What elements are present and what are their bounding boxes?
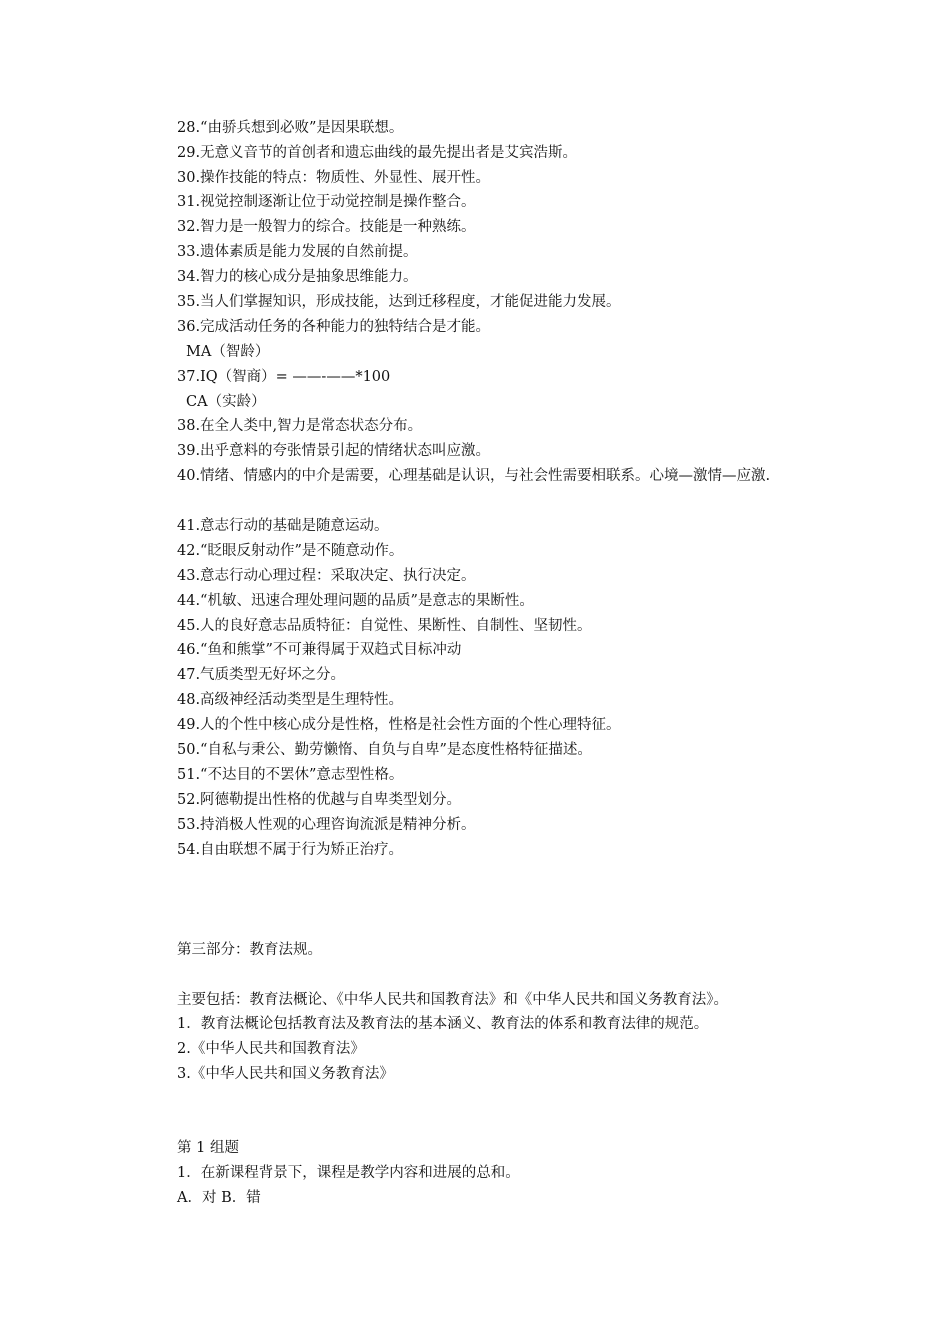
- item-31: 31.视觉控制逐渐让位于动觉控制是操作整合。: [177, 194, 476, 210]
- item-30: 30.操作技能的特点：物质性、外显性、展开性。: [177, 170, 491, 186]
- item-43: 43.意志行动心理过程：采取决定、执行决定。: [177, 568, 476, 584]
- item-54: 54.自由联想不属于行为矫正治疗。: [177, 842, 404, 858]
- item-34: 34.智力的核心成分是抽象思维能力。: [177, 269, 418, 285]
- formula-denominator: CA（实龄）: [186, 394, 266, 410]
- item-51: 51.“不达目的不罢休”意志型性格。: [177, 767, 404, 783]
- item-49: 49.人的个性中核心成分是性格，性格是社会性方面的个性心理特征。: [177, 717, 621, 733]
- group1-title: 第 1 组题: [177, 1140, 239, 1156]
- item-44: 44.“机敏、迅速合理处理问题的品质”是意志的果断性。: [177, 593, 534, 609]
- group1-question-1: 1．在新课程背景下，课程是教学内容和进展的总和。: [177, 1165, 520, 1181]
- item-28: 28.“由骄兵想到必败”是因果联想。: [177, 120, 404, 136]
- item-39: 39.出乎意料的夸张情景引起的情绪状态叫应激。: [177, 443, 491, 459]
- item-33: 33.遗体素质是能力发展的自然前提。: [177, 244, 418, 260]
- item-47: 47.气质类型无好坏之分。: [177, 667, 346, 683]
- item-41: 41.意志行动的基础是随意运动。: [177, 518, 389, 534]
- group1-options: A．对 B．错: [177, 1190, 261, 1206]
- part3-point-3: 3.《中华人民共和国义务教育法》: [177, 1066, 394, 1082]
- item-48: 48.高级神经活动类型是生理特性。: [177, 692, 404, 708]
- item-35: 35.当人们掌握知识，形成技能，达到迁移程度，才能促进能力发展。: [177, 294, 621, 310]
- part3-summary: 主要包括：教育法概论、《中华人民共和国教育法》和《中华人民共和国义务教育法》。: [177, 992, 728, 1008]
- item-32: 32.智力是一般智力的综合。技能是一种熟练。: [177, 219, 476, 235]
- item-42: 42.“眨眼反射动作”是不随意动作。: [177, 543, 404, 559]
- item-37-formula: 37.IQ（智商）= ——-——*100: [177, 369, 391, 385]
- part3-point-2: 2.《中华人民共和国教育法》: [177, 1041, 365, 1057]
- part3-point-1: 1．教育法概论包括教育法及教育法的基本涵义、教育法的体系和教育法律的规范。: [177, 1016, 709, 1032]
- item-46: 46.“鱼和熊掌”不可兼得属于双趋式目标冲动: [177, 642, 462, 658]
- item-36: 36.完成活动任务的各种能力的独特结合是才能。: [177, 319, 491, 335]
- formula-numerator: MA（智龄）: [186, 344, 270, 360]
- item-52: 52.阿德勒提出性格的优越与自卑类型划分。: [177, 792, 462, 808]
- item-38: 38.在全人类中,智力是常态状态分布。: [177, 418, 423, 434]
- item-40: 40.情绪、情感内的中介是需要，心理基础是认识，与社会性需要相联系。心境—激情—应激.: [177, 468, 771, 484]
- item-53: 53.持消极人性观的心理咨询流派是精神分析。: [177, 817, 476, 833]
- item-45: 45.人的良好意志品质特征：自觉性、果断性、自制性、坚韧性。: [177, 618, 592, 634]
- item-29: 29.无意义音节的首创者和遗忘曲线的最先提出者是艾宾浩斯。: [177, 145, 578, 161]
- item-50: 50.“自私与秉公、勤劳懒惰、自负与自卑”是态度性格特征描述。: [177, 742, 592, 758]
- part3-heading: 第三部分：教育法规。: [177, 942, 322, 958]
